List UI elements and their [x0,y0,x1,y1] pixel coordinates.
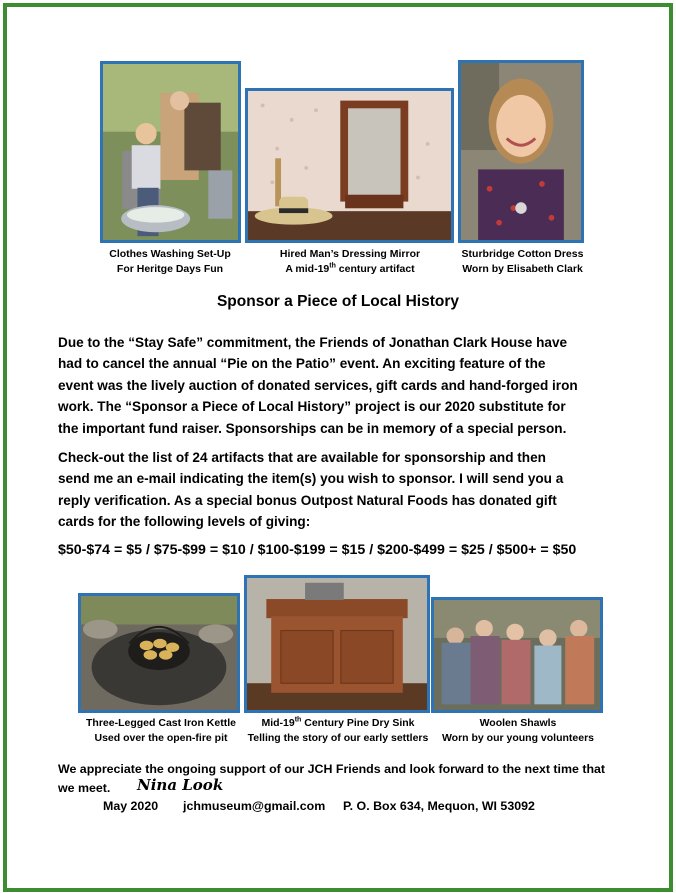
photo-dressing-mirror [245,88,454,243]
photo-dry-sink [244,575,430,713]
caption-clothes-washing: Clothes Washing Set-Up For Heritge Days Fun [109,248,231,275]
contact-address: P. O. Box 634, Mequon, WI 53092 [343,799,535,813]
caption-woolen-shawls: Woolen Shawls Worn by our young volunteers [441,717,595,744]
caption-dry-sink: Mid-19th Century Pine Dry Sink Telling the story of our early settlers [247,716,429,744]
caption-cotton-dress: Sturbridge Cotton Dress Worn by Elisabeth Clark [461,248,584,275]
closing-text: We appreciate the ongoing support of our JCH Friends and look forward to the next time that we meet. [58,762,606,795]
photo-woolen-shawls [431,597,603,713]
contact-email: jchmuseum@gmail.com [183,799,326,813]
paragraph-intro: Due to the “Stay Safe” commitment, the Friends of Jonathan Clark House have had to cancel the annual “Pie on the Patio” event. An exciting feature of the event was the lively auction of donated services, gift cards and hand-forged iron work. The “Sponsor a Piece of Local History” project is our 2020 substitute for the important fund raiser. Sponsorships can be in memory of a special person. [58,335,578,436]
caption-dressing-mirror: Hired Man’s Dressing Mirror A mid-19th century artifact [279,248,421,275]
photo-clothes-washing [100,61,241,243]
giving-levels: $50-$74 = $5 / $75-$99 = $10 / $100-$199 = $15 / $200-$499 = $25 / $500+ = $50 [58,542,577,558]
signature: Nina Look [137,776,224,794]
photo-cotton-dress [458,60,584,243]
photo-iron-kettle [78,593,240,713]
page-title: Sponsor a Piece of Local History [216,293,460,310]
caption-iron-kettle: Three-Legged Cast Iron Kettle Used over the open-fire pit [86,717,236,744]
contact-date: May 2020 [103,799,159,813]
paragraph-instructions: Check-out the list of 24 artifacts that are available for sponsorship and then send me an e-mail indicating the item(s) you wish to sponsor. I will send you a reply verification. As a special bonus Outpost Natural Foods has donated gift cards for the following levels of giving: [58,450,564,530]
